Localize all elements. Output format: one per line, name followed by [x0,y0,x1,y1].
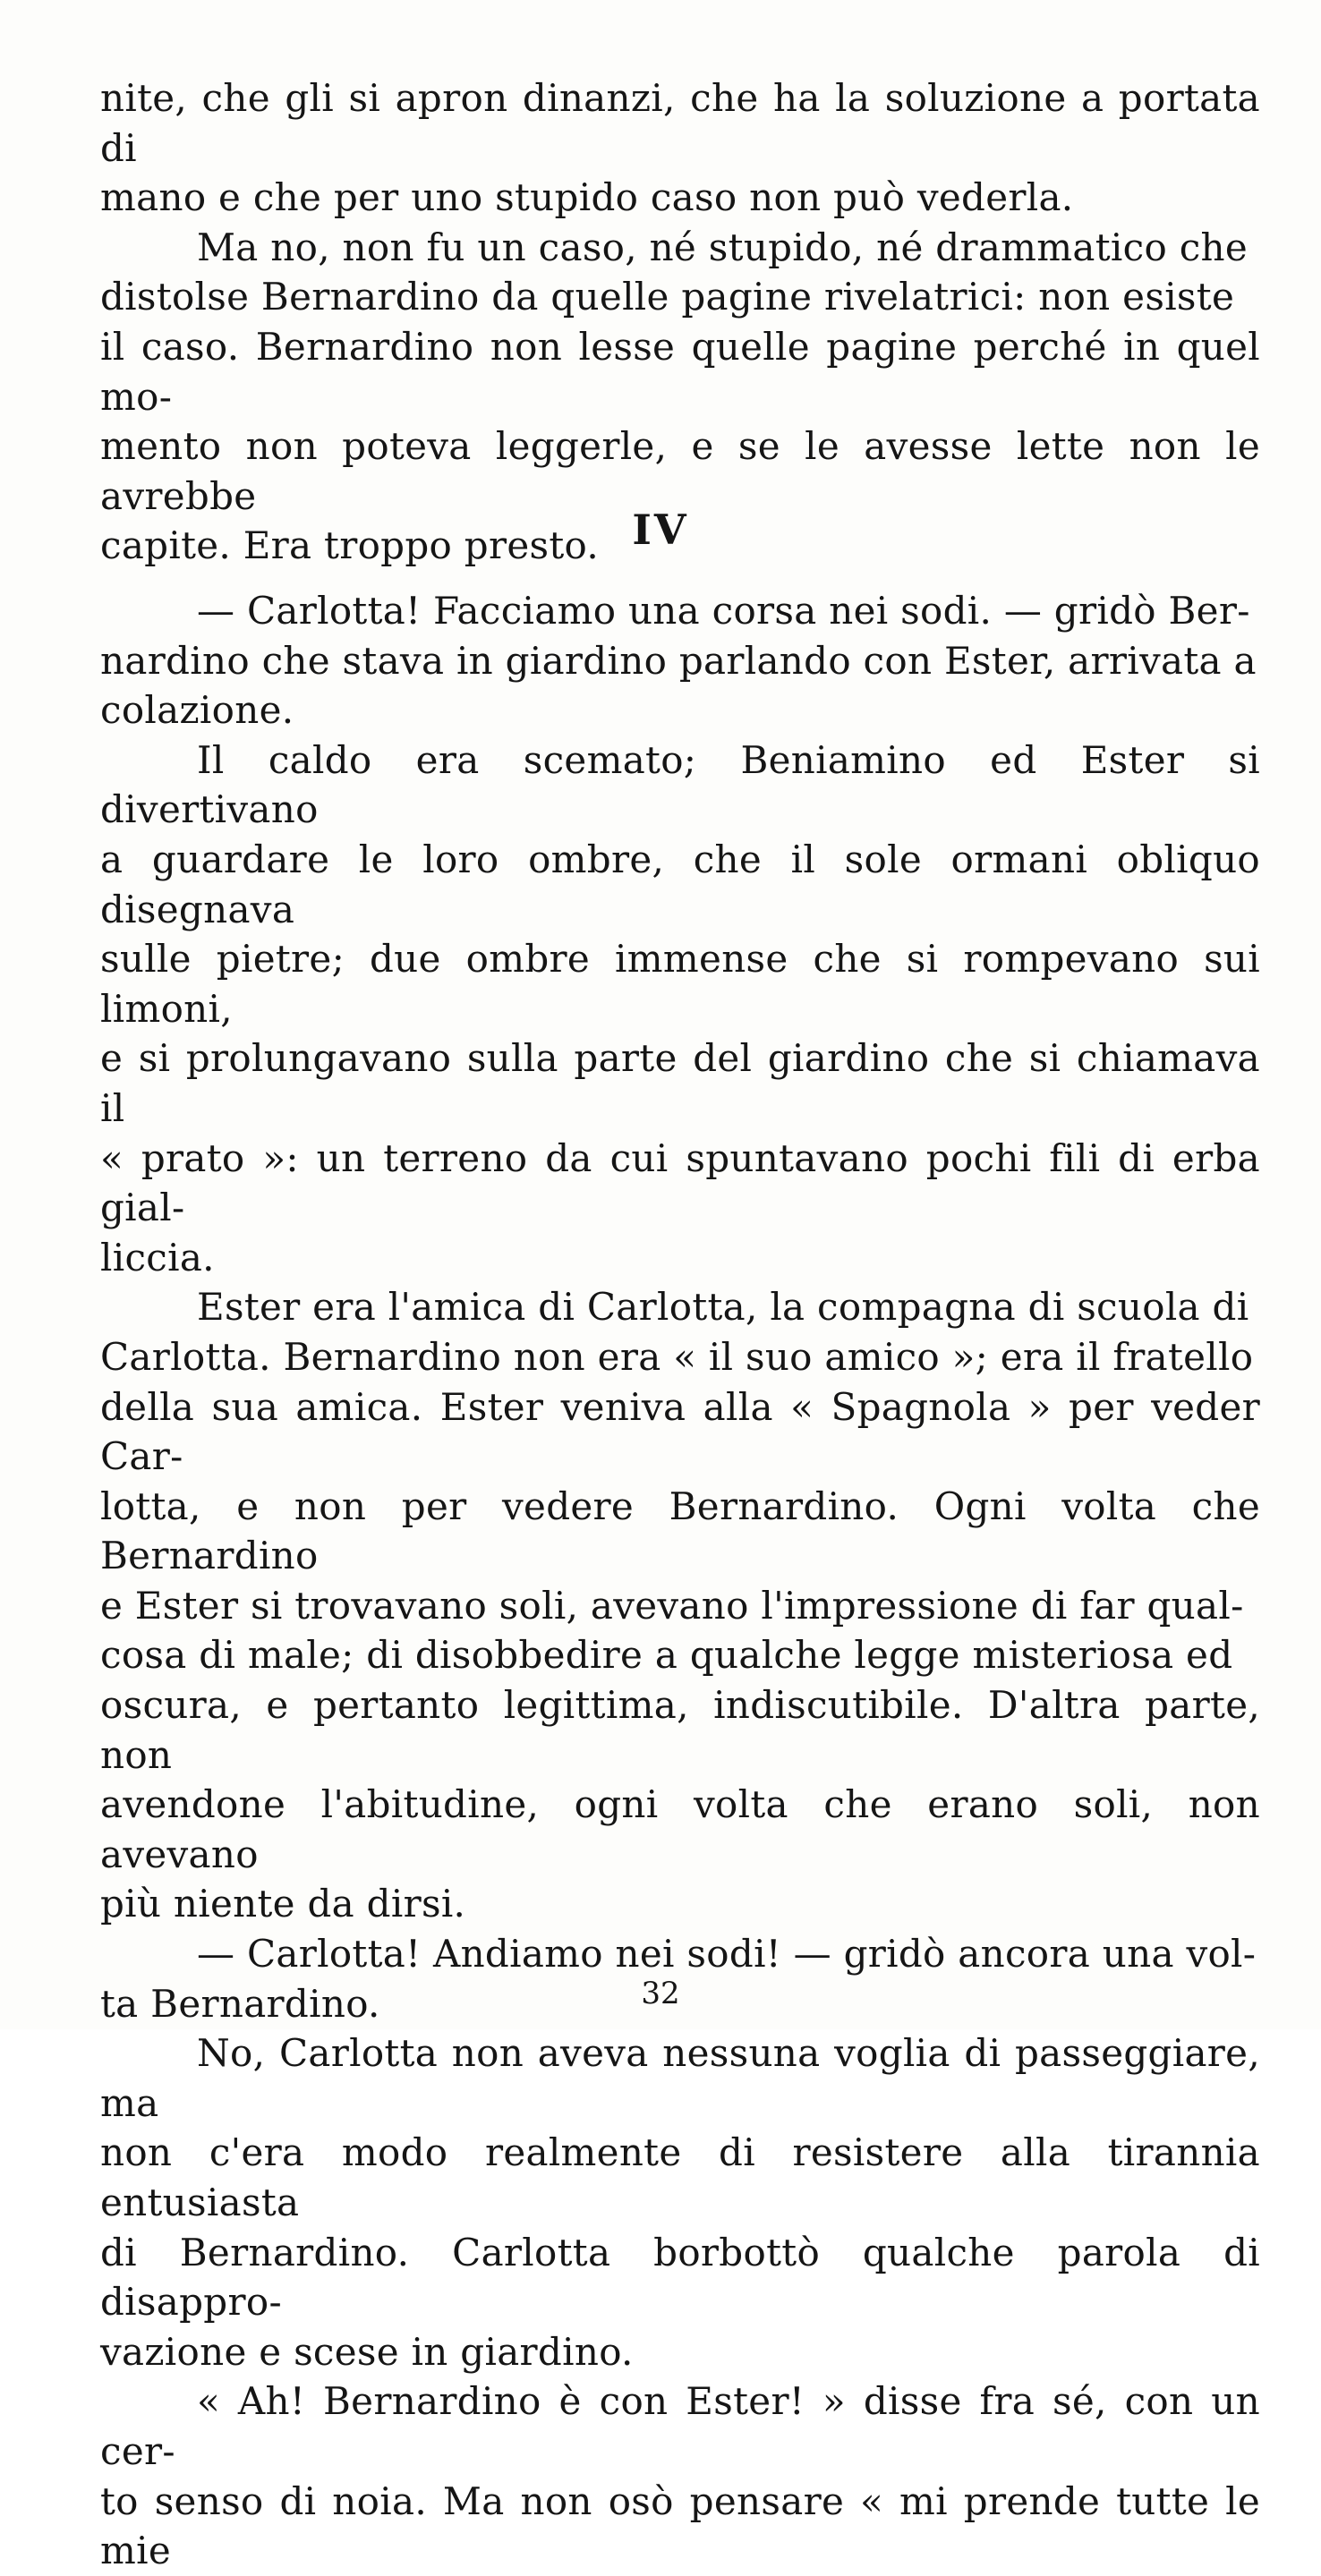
text-line: liccia. [100,1235,215,1279]
text-line: — Carlotta! Andiamo nei sodi! — gridò ancora una vol- [197,1932,1257,1977]
text-line: avendone l'abitudine, ogni volta che erano soli, non avevano [100,1782,1260,1876]
text-line: vazione e scese in giardino. [100,2329,634,2374]
page-number: 32 [641,1976,680,2011]
paragraph [100,2028,1260,2376]
text-line: mano e che per uno stupido caso non può vederla. [100,175,1074,220]
text-line: colazione. [100,688,294,733]
chapter-text [100,586,1260,2576]
text-line: Ma no, non fu un caso, né stupido, né drammatico che [197,225,1249,269]
text-line: Il caldo era scemato; Beniamino ed Ester si divertivano [100,737,1260,832]
text-line: distolse Bernardino da quelle pagine rivelatrici: non esiste [100,275,1235,319]
text-line: Ester era l'amica di Carlotta, la compagna di scuola di [197,1285,1249,1330]
text-line: lotta, e non per vedere Bernardino. Ogni volta che Bernardino [100,1484,1260,1578]
text-line: — Carlotta! Facciamo una corsa nei sodi. — gridò Ber- [197,589,1250,633]
text-line: sulle pietre; due ombre immense che si rompevano sui limoni, [100,937,1260,1031]
text-line: capite. Era troppo presto. [100,523,600,568]
text-line: mento non poteva leggerle, e se le avesse lette non le avrebbe [100,424,1260,518]
text-line: e Ester si trovavano soli, avevano l'impressione di far qual- [100,1583,1244,1628]
paragraph [100,586,1260,735]
continuation-text [100,73,1260,571]
text-line: il caso. Bernardino non lesse quelle pagine perché in quel mo- [100,324,1260,419]
paragraph [100,73,1260,223]
paragraph [100,1282,1260,1929]
text-line: cosa di male; di disobbedire a qualche legge misteriosa ed [100,1633,1233,1678]
text-line: della sua amica. Ester veniva alla « Spagnola » per veder Car- [100,1384,1260,1479]
text-line: e si prolungavano sulla parte del giardino che si chiamava il [100,1036,1260,1130]
text-line: to senso di noia. Ma non osò pensare « mi prende tutte le mie [100,2478,1260,2573]
text-line: non c'era modo realmente di resistere alla tirannia entusiasta [100,2130,1260,2224]
text-line: « Ah! Bernardino è con Ester! » disse fra sé, con un cer- [100,2379,1260,2473]
text-line: « prato »: un terreno da cui spuntavano pochi fili di erba gial- [100,1135,1260,1230]
text-line: a guardare le loro ombre, che il sole ormani obliquo disegnava [100,837,1260,931]
text-line: nardino che stava in giardino parlando con Ester, arrivata a [100,638,1257,683]
text-line: di Bernardino. Carlotta borbottò qualche parola di disappro- [100,2230,1260,2325]
paragraph [100,2376,1260,2575]
paragraph [100,735,1260,1283]
text-line: oscura, e pertanto legittima, indiscutibile. D'altra parte, non [100,1683,1260,1777]
text-line: No, Carlotta non aveva nessuna voglia di passeggiare, ma [100,2031,1260,2125]
chapter-heading: IV [632,506,689,554]
text-line: nite, che gli si apron dinanzi, che ha la soluzione a portata di [100,76,1260,170]
text-line: ta Bernardino. [100,1981,380,2026]
text-line: più niente da dirsi. [100,1882,466,1926]
text-line: Carlotta. Bernardino non era « il suo amico »; era il fratello [100,1334,1254,1379]
